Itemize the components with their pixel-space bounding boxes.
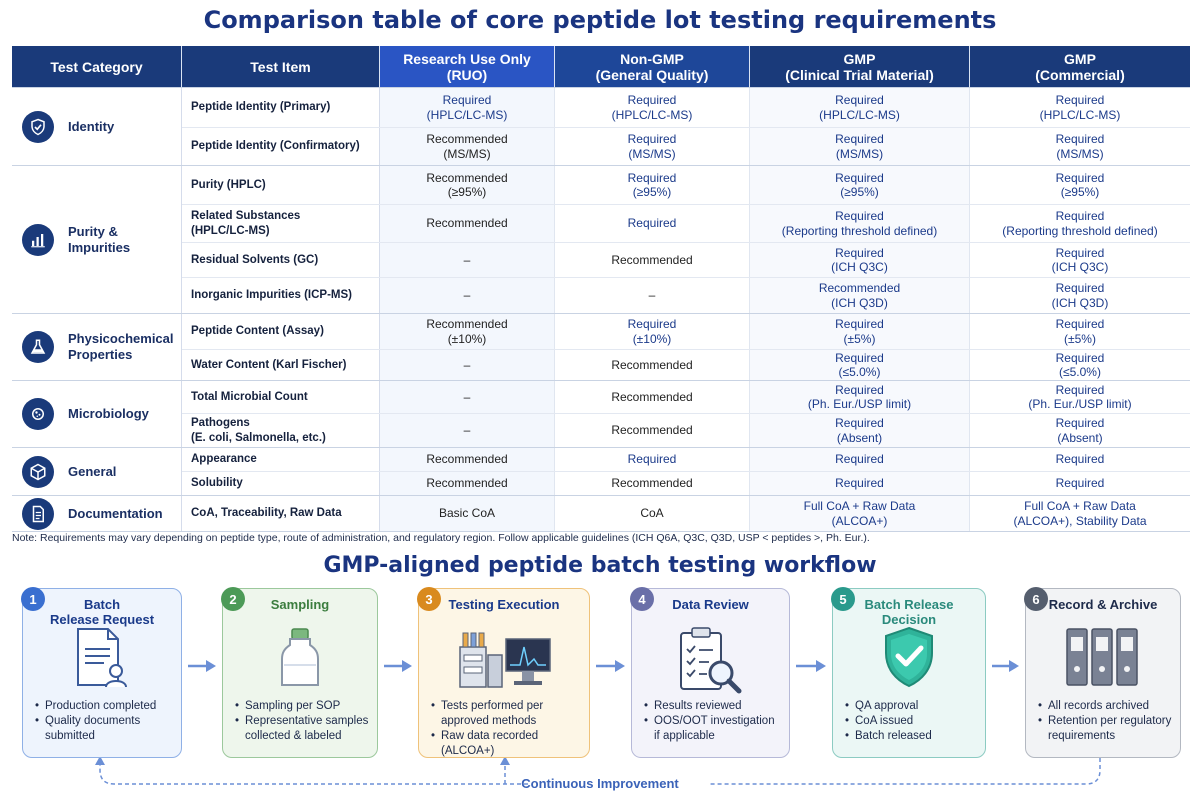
sample-bottle-icon xyxy=(276,625,324,696)
step-title: Batch Release Request xyxy=(49,597,155,627)
ruo-cell: Required (HPLC/LC-MS) xyxy=(380,88,555,127)
gmp-clinical-cell: Required (±5%) xyxy=(750,314,970,349)
step-number-badge: 4 xyxy=(630,587,654,611)
step-bullet: • Batch released xyxy=(845,729,977,744)
step-title: Sampling xyxy=(270,597,330,612)
table-title: Comparison table of core peptide lot testing requirements xyxy=(203,6,997,34)
gmp-commercial-cell: Required (MS/MS) xyxy=(1055,132,1105,161)
gmp-commercial-cell: Full CoA + Raw Data (ALCOA+), Stability Data xyxy=(1013,499,1147,528)
gmp-clinical-cell: Full CoA + Raw Data (ALCOA+) xyxy=(750,496,970,531)
step-bullet: • All records archived xyxy=(1038,699,1172,714)
clipboard-magnifier-icon xyxy=(675,625,747,700)
category-label: Identity xyxy=(68,118,115,134)
test-item-cell: Peptide Identity (Confirmatory) xyxy=(182,128,380,165)
step-title: Record & Archive xyxy=(1048,597,1158,612)
ruo-cell: – xyxy=(380,381,555,413)
non-gmp-cell: Recommended xyxy=(555,472,750,495)
header-gmp-clinical-label: GMP (Clinical Trial Material) xyxy=(785,50,934,83)
step-bullet: • Production completed xyxy=(35,699,173,714)
test-item-cell: Appearance xyxy=(182,448,380,471)
gmp-clinical-cell: Required (Ph. Eur./USP limit) xyxy=(750,381,970,413)
gmp-clinical-cell: Required (≥95%) xyxy=(750,166,970,204)
non-gmp-cell: Recommended xyxy=(555,381,750,413)
category-label: Purity & Impurities xyxy=(68,223,131,255)
step-number-badge: 1 xyxy=(21,587,45,611)
step-number-badge: 6 xyxy=(1024,587,1048,611)
step-bullets xyxy=(235,699,369,744)
category-label: Documentation xyxy=(68,505,163,521)
gmp-clinical-cell: Required (ICH Q3C) xyxy=(750,243,970,277)
test-item-cell: Solubility xyxy=(182,472,380,495)
gmp-clinical-cell: Required (HPLC/LC-MS) xyxy=(750,88,970,127)
workflow-step xyxy=(22,588,182,758)
category-label: Physicochemical Properties xyxy=(68,331,174,362)
step-bullets xyxy=(431,699,581,759)
step-bullet: • Results reviewed xyxy=(644,699,781,714)
test-item-cell: Total Microbial Count xyxy=(182,381,380,413)
step-title: Testing Execution xyxy=(448,597,560,612)
header-test-item: Test Item xyxy=(182,46,380,87)
step-number-badge: 5 xyxy=(831,587,855,611)
test-item-cell: Peptide Content (Assay) xyxy=(182,314,380,349)
workflow-step xyxy=(222,588,378,758)
step-bullets xyxy=(845,699,977,744)
ruo-cell: – xyxy=(380,414,555,447)
test-item-cell: Pathogens (E. coli, Salmonella, etc.) xyxy=(182,414,380,447)
test-item-cell: Residual Solvents (GC) xyxy=(182,243,380,277)
ruo-cell: Recommended (MS/MS) xyxy=(380,128,555,165)
non-gmp-cell: Required (±10%) xyxy=(555,314,750,349)
header-gmp-commercial-label: GMP (Commercial) xyxy=(1035,50,1125,83)
ruo-cell: Recommended xyxy=(380,448,555,471)
step-bullet: • OOS/OOT investigation if applicable xyxy=(644,714,781,744)
ruo-cell: Recommended (≥95%) xyxy=(380,166,555,204)
header-non-gmp-label: Non-GMP (General Quality) xyxy=(595,50,709,83)
table-note: Note: Requirements may vary depending on peptide type, route of administration, and regulatory region. Follow applicable guidelines (ICH Q6A, Q3C, Q3D, USP < peptides >, Ph. Eur.). xyxy=(12,532,870,544)
test-item-cell: CoA, Traceability, Raw Data xyxy=(182,496,380,531)
non-gmp-cell: Required (≥95%) xyxy=(555,166,750,204)
category-label: General xyxy=(68,463,117,479)
workflow-step xyxy=(418,588,590,758)
flow-arrow-icon xyxy=(188,658,216,679)
gmp-commercial-cell: Required (ICH Q3C) xyxy=(1051,245,1109,274)
gmp-commercial-cell: Required (HPLC/LC-MS) xyxy=(1039,93,1121,122)
request-form-icon xyxy=(70,625,134,696)
non-gmp-cell: Required xyxy=(555,448,750,471)
ruo-cell: – xyxy=(380,350,555,380)
non-gmp-cell: CoA xyxy=(555,496,750,531)
step-bullet: • Representative samples collected & labeled xyxy=(235,714,369,744)
ruo-cell: – xyxy=(380,278,555,313)
gmp-commercial-cell: Required (Reporting threshold defined) xyxy=(1002,209,1158,238)
flow-arrow-icon xyxy=(992,658,1019,679)
step-number-badge: 3 xyxy=(417,587,441,611)
gmp-commercial-cell: Required xyxy=(1055,476,1105,491)
step-bullet: • Quality documents submitted xyxy=(35,714,173,744)
gmp-clinical-cell: Required (MS/MS) xyxy=(750,128,970,165)
step-bullet: • QA approval xyxy=(845,699,977,714)
test-item-cell: Peptide Identity (Primary) xyxy=(182,88,380,127)
step-bullet: • Raw data recorded (ALCOA+) xyxy=(431,729,581,759)
ruo-cell: Recommended xyxy=(380,205,555,242)
gmp-clinical-cell: Recommended (ICH Q3D) xyxy=(750,278,970,313)
step-bullets xyxy=(1038,699,1172,744)
gmp-clinical-cell: Required (Absent) xyxy=(750,414,970,447)
non-gmp-cell: Recommended xyxy=(555,243,750,277)
flow-arrow-icon xyxy=(384,658,412,679)
gmp-clinical-cell: Required xyxy=(750,472,970,495)
gmp-commercial-cell: Required (±5%) xyxy=(1055,317,1105,346)
ruo-cell: – xyxy=(380,243,555,277)
workflow-step xyxy=(631,588,790,758)
header-ruo-label: Research Use Only (RUO) xyxy=(403,50,531,83)
gmp-commercial-cell: Required (ICH Q3D) xyxy=(1051,281,1109,310)
gmp-commercial-cell: Required (≥95%) xyxy=(1055,170,1105,199)
test-item-cell: Purity (HPLC) xyxy=(182,166,380,204)
step-title: Batch Release Decision xyxy=(864,597,954,627)
step-bullet: • Tests performed per approved methods xyxy=(431,699,581,729)
non-gmp-cell: Required (HPLC/LC-MS) xyxy=(555,88,750,127)
step-bullet: • Retention per regulatory requirements xyxy=(1038,714,1172,744)
lab-instrument-icon xyxy=(454,625,554,696)
gmp-commercial-cell: Required xyxy=(1055,452,1105,467)
step-bullet: • Sampling per SOP xyxy=(235,699,369,714)
test-item-cell: Related Substances (HPLC/LC-MS) xyxy=(182,205,380,242)
ruo-cell: Recommended xyxy=(380,472,555,495)
flow-arrow-icon xyxy=(596,658,625,679)
step-bullet: • CoA issued xyxy=(845,714,977,729)
category-label: Microbiology xyxy=(68,406,149,421)
step-bullets xyxy=(35,699,173,744)
non-gmp-cell: Recommended xyxy=(555,350,750,380)
workflow-step xyxy=(1025,588,1181,758)
step-bullets xyxy=(644,699,781,744)
gmp-commercial-cell: Required (Absent) xyxy=(1055,416,1105,445)
gmp-clinical-cell: Required (Reporting threshold defined) xyxy=(750,205,970,242)
test-item-cell: Water Content (Karl Fischer) xyxy=(182,350,380,380)
ruo-cell: Recommended (±10%) xyxy=(380,314,555,349)
step-number-badge: 2 xyxy=(221,587,245,611)
non-gmp-cell: Required xyxy=(555,205,750,242)
flow-arrow-icon xyxy=(796,658,826,679)
continuous-improvement-label: Continuous Improvement xyxy=(521,776,679,791)
step-title: Data Review xyxy=(672,597,749,612)
ruo-cell: Basic CoA xyxy=(380,496,555,531)
header-test-category: Test Category xyxy=(12,46,182,87)
gmp-clinical-cell: Required xyxy=(750,448,970,471)
gmp-clinical-cell: Required (≤5.0%) xyxy=(750,350,970,380)
binders-icon xyxy=(1061,625,1145,694)
non-gmp-cell: Recommended xyxy=(555,414,750,447)
gmp-commercial-cell: Required (Ph. Eur./USP limit) xyxy=(1028,382,1132,411)
shield-check-icon xyxy=(881,625,937,694)
workflow-step xyxy=(832,588,986,758)
gmp-commercial-cell: Required (≤5.0%) xyxy=(1055,350,1105,379)
non-gmp-cell: Required (MS/MS) xyxy=(555,128,750,165)
test-item-cell: Inorganic Impurities (ICP-MS) xyxy=(182,278,380,313)
workflow-title: GMP-aligned peptide batch testing workflow xyxy=(323,553,877,578)
non-gmp-cell: – xyxy=(555,278,750,313)
